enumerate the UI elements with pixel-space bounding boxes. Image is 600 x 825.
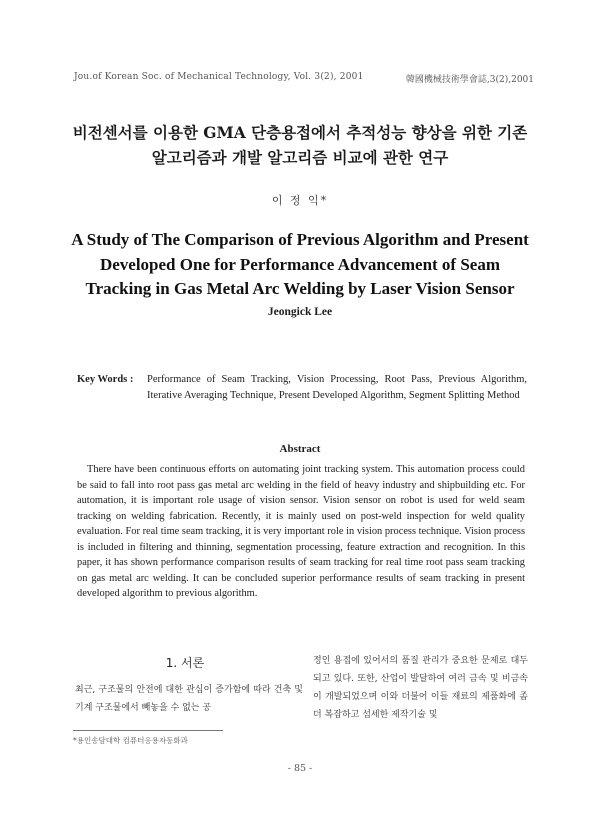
journal-header-kr: 韓國機械技術學會誌,3(2),2001 (405, 75, 534, 85)
keywords-text: Performance of Seam Tracking, Vision Processing, Root Pass, Previous Algorithm, Iterative Averaging Technique, Present Developed Algorithm, Segment Splitting Method (147, 374, 527, 401)
korean-title-line-1: 비전센서를 이용한 GMA 단층용접에서 추적성능 향상을 위한 기존 (72, 123, 528, 142)
footnote-divider (73, 730, 223, 731)
section-heading-introduction: 1. 서론 (165, 656, 205, 670)
english-title-line-1: A Study of The Comparison of Previous Algorithm and Present (71, 230, 529, 249)
english-title (30, 228, 570, 302)
korean-title (40, 120, 560, 170)
author-affiliation-footnote: *용인송담대학 컴퓨터응용자동화과 (73, 736, 188, 745)
page-number: - 85 - (287, 763, 313, 774)
korean-author: 이 정 익* (271, 194, 329, 207)
keywords-label: Key Words : (77, 374, 134, 385)
body-column-right: 정인 용접에 있어서의 품질 관리가 중요한 문제로 대두되고 있다. 또한, 산업이 발달하여 여러 금속 및 비금속이 개발되었으며 이와 더불어 이들 재료의 제품화에 좀더 복잡하고 섬세한 제작기술 및 (313, 656, 528, 720)
journal-header-en: Jou.of Korean Soc. of Mechanical Technology, Vol. 3(2), 2001 (74, 72, 364, 82)
english-title-line-2: Developed One for Performance Advancement of Seam (99, 254, 501, 274)
korean-title-line-2: 알고리즘과 개발 알고리즘 비교에 관한 연구 (151, 148, 449, 167)
abstract-heading: Abstract (279, 443, 321, 455)
english-title-line-3: Tracking in Gas Metal Arc Welding by Laser Vision Sensor (85, 279, 515, 298)
abstract-body: There have been continuous efforts on automating joint tracking system. This automation process could be said to fall into root pass gas metal arc welding in the field of heavy industry and shipbuilding etc. For automation, it is important role usage of vision sensor. Vision sensor on robot is used for weld seam tracking on welding fabrication. Recently, it is mainly used on post-weld inspection for weld quality evaluation. For real time seam tracking, it is very important role in vision process technique. Vision process is included in filtering and thinning, segmentation processing, feature extraction and recognition. In this paper, it has shown performance comparison results of seam tracking for real time root pass seam tracking on gas metal arc welding. It can be concluded superior performance results of seam tracking in present developed algorithm to previous algorithm. (77, 464, 525, 600)
english-author: Jeongick Lee (267, 306, 333, 318)
body-column-left: 최근, 구조물의 안전에 대한 관심이 증가함에 따라 건축 및 기계 구조물에서 빼놓을 수 없는 공 (75, 685, 303, 713)
